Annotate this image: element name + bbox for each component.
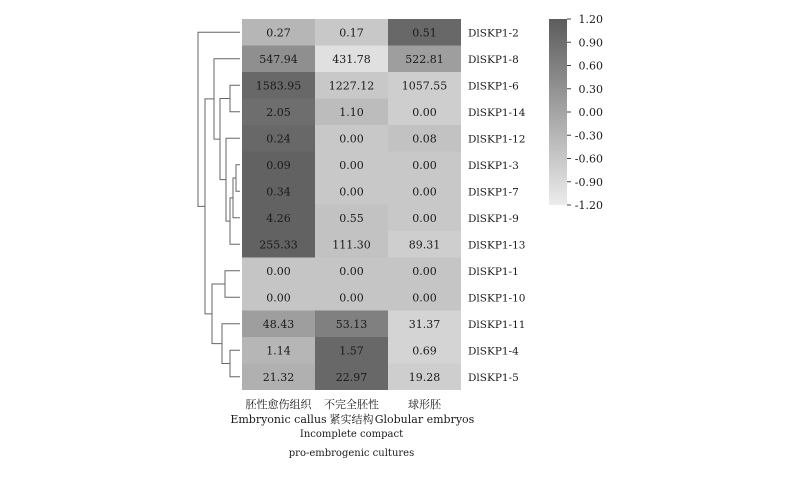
cell-value-label: 1057.55 — [401, 79, 448, 93]
row-dendrogram — [198, 32, 240, 377]
color-scale-tick-label: 0.60 — [578, 59, 603, 73]
cell-value-label: 1227.12 — [328, 79, 375, 93]
row-label: DlSKP1-14 — [468, 106, 526, 119]
cell-value-label: 431.78 — [332, 52, 371, 66]
color-scale-tick-label: 0.90 — [578, 36, 603, 50]
cell-value-label: 0.69 — [412, 344, 437, 358]
color-scale-tick-label: -0.30 — [574, 129, 603, 143]
color-scale-legend — [549, 13, 603, 212]
dendrogram-link — [236, 165, 240, 192]
cell-value-label: 0.24 — [266, 132, 291, 146]
cell-value-label: 0.17 — [339, 26, 364, 40]
cell-value-label: 522.81 — [405, 52, 444, 66]
cell-value-label: 0.00 — [412, 158, 437, 172]
heatmap-cells — [242, 19, 461, 390]
color-scale-bar — [549, 19, 567, 205]
row-label: DlSKP1-6 — [468, 80, 519, 93]
dendrogram-link — [212, 284, 225, 344]
dendrogram-link — [230, 350, 240, 377]
cell-value-label: 0.34 — [266, 185, 291, 199]
color-scale-tick-label: -0.90 — [574, 175, 603, 189]
cell-value-label: 4.26 — [266, 211, 291, 225]
cell-value-label: 31.37 — [408, 317, 441, 331]
row-label: DlSKP1-3 — [468, 159, 519, 172]
cell-value-label: 0.00 — [412, 211, 437, 225]
dendrogram-link — [225, 271, 240, 298]
row-label: DlSKP1-4 — [468, 345, 519, 358]
cell-value-label: 0.51 — [412, 26, 437, 40]
cell-value-label: 0.00 — [266, 291, 291, 305]
cell-value-label: 19.28 — [408, 370, 441, 384]
cell-value-label: 0.00 — [412, 105, 437, 119]
cell-value-label: 0.08 — [412, 132, 437, 146]
cell-value-label: 0.00 — [412, 291, 437, 305]
color-scale-ticks — [567, 13, 603, 212]
dendrogram-link — [205, 99, 214, 314]
row-label: DlSKP1-1 — [468, 265, 519, 278]
dendrogram-link — [230, 85, 240, 112]
cell-value-label: 22.97 — [335, 370, 368, 384]
column-label-en: Embryonic callus — [230, 413, 327, 426]
cell-value-label: 1583.95 — [255, 79, 302, 93]
column-label-zh: 不完全胚性 — [324, 398, 379, 411]
cell-value-label: 0.09 — [266, 158, 291, 172]
color-scale-tick-label: -0.60 — [574, 152, 603, 166]
cell-value-label: 255.33 — [259, 238, 298, 252]
row-label: DlSKP1-10 — [468, 292, 526, 305]
cell-value-label: 0.55 — [339, 211, 364, 225]
cell-value-label: 0.00 — [339, 185, 364, 199]
cell-value-label: 1.57 — [339, 344, 364, 358]
row-label: DlSKP1-5 — [468, 371, 519, 384]
dendrogram-link — [230, 198, 240, 244]
column-labels — [230, 397, 474, 459]
cell-value-label: 0.00 — [339, 158, 364, 172]
cell-value-label: 48.43 — [262, 317, 295, 331]
row-label: DlSKP1-9 — [468, 212, 519, 225]
row-labels — [468, 27, 526, 384]
cell-value-label: 0.00 — [339, 264, 364, 278]
color-scale-tick-label: 1.20 — [578, 13, 603, 26]
cell-value-label: 0.00 — [339, 291, 364, 305]
dendrogram-link — [222, 324, 240, 364]
column-label-zh: 紧实结构 — [329, 413, 374, 426]
color-scale-tick-label: 0.00 — [578, 106, 603, 119]
cell-value-label: 0.00 — [412, 185, 437, 199]
column-label-zh: 球形胚 — [408, 398, 441, 411]
row-label: DlSKP1-12 — [468, 133, 526, 146]
cell-value-label: 547.94 — [259, 52, 298, 66]
row-label: DlSKP1-2 — [468, 27, 519, 40]
row-label: DlSKP1-8 — [468, 53, 519, 66]
row-label: DlSKP1-11 — [468, 318, 526, 331]
cell-value-label: 111.30 — [332, 238, 371, 252]
cell-value-label: 0.27 — [266, 26, 291, 40]
column-label-zh: 胚性愈伤组织 — [245, 398, 312, 411]
column-label-en: pro-embrogenic cultures — [288, 448, 415, 459]
cell-value-label: 0.00 — [412, 264, 437, 278]
cell-value-label: 1.14 — [266, 344, 291, 358]
cell-value-label: 0.00 — [266, 264, 291, 278]
cell-value-label: 0.00 — [339, 132, 364, 146]
row-label: DlSKP1-7 — [468, 186, 519, 199]
cell-value-label: 2.05 — [266, 105, 291, 119]
cell-value-label: 21.32 — [262, 370, 295, 384]
color-scale-tick-label: 0.30 — [578, 82, 603, 96]
color-scale-tick-label: -1.20 — [574, 199, 603, 212]
cell-value-label: 53.13 — [335, 317, 368, 331]
cell-value-label: 1.10 — [339, 105, 364, 119]
dendrogram-link — [220, 99, 230, 180]
cell-value-label: 89.31 — [408, 238, 441, 252]
row-label: DlSKP1-13 — [468, 239, 526, 252]
column-label-en: Incomplete compact — [299, 429, 404, 440]
column-label-en: Globular embryos — [374, 413, 475, 426]
